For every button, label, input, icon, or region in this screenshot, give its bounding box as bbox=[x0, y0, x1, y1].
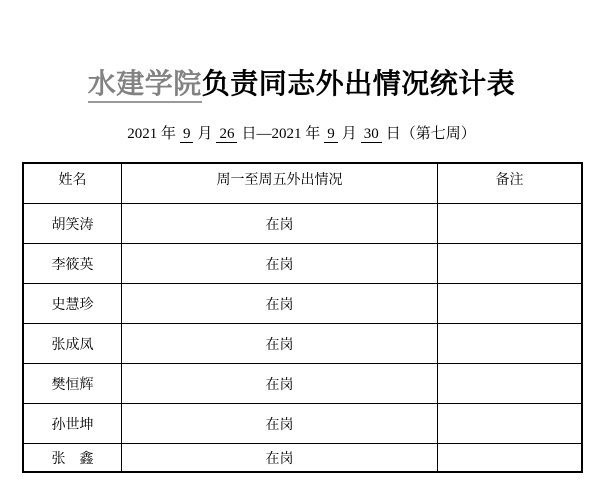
cell-remark bbox=[438, 244, 583, 284]
cell-status: 在岗 bbox=[122, 284, 438, 324]
table-header-row bbox=[23, 163, 582, 204]
title-text: 负责同志外出情况统计表 bbox=[201, 69, 516, 100]
header-name: 姓名 bbox=[23, 163, 122, 204]
cell-remark bbox=[438, 204, 583, 244]
date-segment: 日（第七周） bbox=[385, 126, 476, 143]
date-day-2-underlined: 30 bbox=[361, 126, 382, 143]
cell-status: 在岗 bbox=[122, 204, 438, 244]
date-month-2-underlined: 9 bbox=[324, 126, 338, 143]
cell-name: 孙世坤 bbox=[23, 404, 122, 444]
date-segment: 月 bbox=[341, 126, 357, 143]
cell-status: 在岗 bbox=[122, 244, 438, 284]
cell-status: 在岗 bbox=[122, 404, 438, 444]
table-row bbox=[23, 444, 582, 473]
page-title bbox=[0, 0, 603, 99]
header-remark: 备注 bbox=[438, 163, 583, 204]
cell-status: 在岗 bbox=[122, 444, 438, 473]
table-row bbox=[23, 244, 582, 284]
cell-remark bbox=[438, 444, 583, 473]
cell-status: 在岗 bbox=[122, 324, 438, 364]
cell-name: 李筱英 bbox=[23, 244, 122, 284]
table-row bbox=[23, 284, 582, 324]
cell-name: 樊恒辉 bbox=[23, 364, 122, 404]
table-row bbox=[23, 204, 582, 244]
cell-name: 胡笑涛 bbox=[23, 204, 122, 244]
cell-name: 史慧珍 bbox=[23, 284, 122, 324]
date-range-line bbox=[0, 125, 603, 143]
cell-remark bbox=[438, 404, 583, 444]
date-segment: 2021 年 bbox=[127, 126, 176, 143]
date-month-1-underlined: 9 bbox=[180, 126, 194, 143]
cell-status: 在岗 bbox=[122, 364, 438, 404]
college-name-underlined: 水建学院 bbox=[88, 69, 202, 103]
date-segment: 月 bbox=[197, 126, 213, 143]
date-segment: 日—2021 年 bbox=[241, 126, 321, 143]
cell-name: 张成凤 bbox=[23, 324, 122, 364]
date-day-1-underlined: 26 bbox=[216, 126, 237, 143]
cell-name: 张 鑫 bbox=[23, 444, 122, 473]
cell-remark bbox=[438, 284, 583, 324]
cell-remark bbox=[438, 364, 583, 404]
table-row bbox=[23, 404, 582, 444]
table-row bbox=[23, 364, 582, 404]
duty-status-table bbox=[22, 162, 583, 473]
cell-remark bbox=[438, 324, 583, 364]
header-weekday-status: 周一至周五外出情况 bbox=[122, 163, 438, 204]
table-row bbox=[23, 324, 582, 364]
